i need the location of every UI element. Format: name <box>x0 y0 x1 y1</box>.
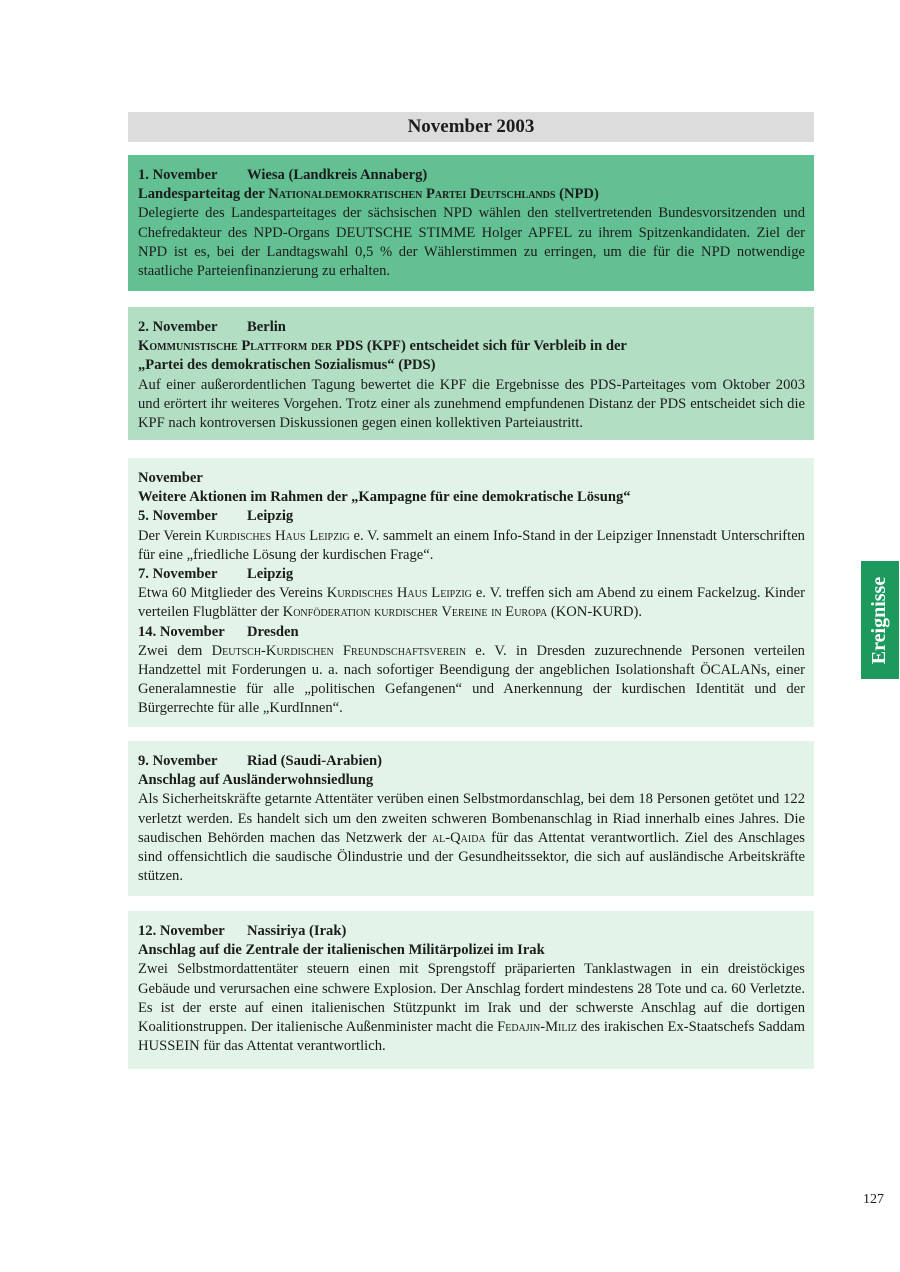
body-text: Als Sicherheitskräfte getarnte Attentäter verüben einen Selbstmordanschlag, bei dem 18 Personen getötet und 122 verletzt werden. Es handelt sich um den zweiten schweren Bombenanschlag in Riad innerhalb eines Jahres. Die saudischen Behörden machen das Netzwerk der <box>138 791 805 846</box>
event-dateline <box>138 318 805 337</box>
event-block-nov-12 <box>128 911 814 1069</box>
sub-event-date: 7. November <box>138 566 218 583</box>
headline-org: Kommunistische Plattform der PDS <box>138 338 364 355</box>
event-date: 9. November <box>138 753 218 769</box>
body-text: (KON-KURD). <box>547 604 643 621</box>
sub-event-place: Leipzig <box>247 566 294 583</box>
event-dateline <box>138 752 805 771</box>
body-text: Zwei dem <box>138 642 212 659</box>
event-date: 2. November <box>138 319 218 335</box>
headline-text: Landesparteitag der <box>138 186 269 203</box>
sub-event-place: Leipzig <box>247 508 294 525</box>
month-header: November 2003 <box>128 112 814 142</box>
event-block-nov-2 <box>128 307 814 440</box>
event-headline: Anschlag auf Ausländerwohnsiedlung <box>138 772 374 789</box>
body-text: des irakischen Ex-Staatschefs Saddam HUSSEIN für das Attentat verantwortlich. <box>138 1019 805 1055</box>
event-dateline <box>138 166 805 185</box>
sub-event-dateline <box>138 507 805 526</box>
event-date: 12. November <box>138 923 225 939</box>
body-text: Der Verein <box>138 527 206 544</box>
body-org: Kurdisches Haus Leipzig <box>205 527 350 544</box>
event-place: Riad (Saudi-Arabien) <box>247 753 383 769</box>
event-dateline <box>138 922 805 941</box>
body-org: Deutsch-Kurdischen Freundschaftsverein <box>211 642 467 659</box>
event-body <box>138 790 805 886</box>
event-body: Auf einer außerordentlichen Tagung bewertet die KPF die Ergebnisse des PDS-Parteitages vom Oktober 2003 und erörtert ihr weiteres Vorgehen. Trotz einer als zunehmend empfundenen Distanz der PDS entscheidet sich die KPF nach kontroversen Diskussionen gegen einen kollektiven Parteiaustritt. <box>138 376 805 432</box>
sub-event-dateline <box>138 565 805 584</box>
body-text: Zwei Selbstmordattentäter steuern einen mit Sprengstoff präparierten Tanklastwagen in ein dreistöckiges Gebäude und verursachen eine schwere Explosion. Der Anschlag fordert mindestens 28 Tote und ca. 60 Verletzte. Es ist der erste auf einen italienischen Stützpunkt im Irak und der schwerste Anschlag auf die dortigen Koalitionstruppen. Der italienische Außenminister macht die <box>138 961 805 1036</box>
sub-event-body <box>138 527 805 565</box>
headline-abbr: (NPD) <box>555 186 599 203</box>
section-tab-ereignisse <box>861 561 899 679</box>
body-text: e. V. treffen sich am Abend zu einem Fackelzug. Kinder verteilen Flugblätter der <box>138 585 805 621</box>
event-headline <box>138 337 805 356</box>
event-headline <box>138 185 805 204</box>
event-block-nov-9 <box>128 741 814 896</box>
sub-event-dateline <box>138 623 805 642</box>
sub-event-body <box>138 584 805 622</box>
event-headline: Weitere Aktionen im Rahmen der „Kampagne für eine demokratische Lösung“ <box>138 489 631 506</box>
body-text: e. V. sammelt an einem Info-Stand in der Leipziger Innenstadt Unterschriften für eine „friedliche Lösung der kurdischen Frage“. <box>138 527 805 563</box>
body-org: al-Qaida <box>431 829 486 846</box>
event-headline-line2: „Partei des demokratischen Sozialismus“ (PDS) <box>138 357 436 374</box>
body-org: Fedajin-Miliz <box>497 1019 577 1036</box>
event-date: November <box>138 470 203 486</box>
page-number: 127 <box>863 1192 884 1207</box>
sub-event-body <box>138 642 805 719</box>
body-text: für das Attentat verantwortlich. Ziel des Anschlages sind offensichtlich die saudische Ölindustrie und der Gesundheitssektor, die sich auf ausländische Arbeitskräfte stützen. <box>138 829 805 885</box>
event-place: Berlin <box>247 319 286 335</box>
headline-org: Nationaldemokratischen Partei Deutschlands <box>268 186 556 203</box>
event-place: Nassiriya (Irak) <box>247 923 347 939</box>
event-place: Wiesa (Landkreis Annaberg) <box>247 167 428 183</box>
event-body: Delegierte des Landesparteitages der sächsischen NPD wählen den stellvertretenden Bundesvorsitzenden und Chefredakteur des NPD-Organs DEUTSCHE STIMME Holger APFEL zu ihrem Spitzenkandidaten. Ziel der NPD ist es, bei der Landtagswahl 0,5 % der Wählerstimmen zu erringen, um die für die NPD notwendige staatliche Parteienfinanzierung zu erhalten. <box>138 205 805 280</box>
event-block-nov-1 <box>128 155 814 291</box>
body-text: Etwa 60 Mitglieder des Vereins <box>138 585 327 602</box>
sub-event-date: 14. November <box>138 623 225 640</box>
event-body <box>138 960 805 1056</box>
body-text: e. V. in Dresden zuzurechnende Personen verteilen Handzettel mit Forderungen u. a. nach sofortiger Beendigung der angeblichen Isolationshaft ÖCALANs, einer Generalamnestie für alle „politischen Gefangenen“ und Anerkennung der kurdischen Identität und der Bürgerrechte für alle „KurdInnen“. <box>138 642 805 717</box>
event-headline: Anschlag auf die Zentrale der italienischen Militärpolizei im Irak <box>138 942 545 959</box>
sub-event-place: Dresden <box>247 623 299 640</box>
event-date: 1. November <box>138 167 218 183</box>
body-org: Konföderation kurdischer Vereine in Europa <box>282 604 548 621</box>
headline-text: (KPF) entscheidet sich für Verbleib in der <box>363 338 627 355</box>
event-block-november-campaign <box>128 458 814 727</box>
body-org: Kurdisches Haus Leipzig <box>326 585 472 602</box>
section-tab-label: Ereignisse <box>868 576 891 664</box>
sub-event-date: 5. November <box>138 508 218 525</box>
